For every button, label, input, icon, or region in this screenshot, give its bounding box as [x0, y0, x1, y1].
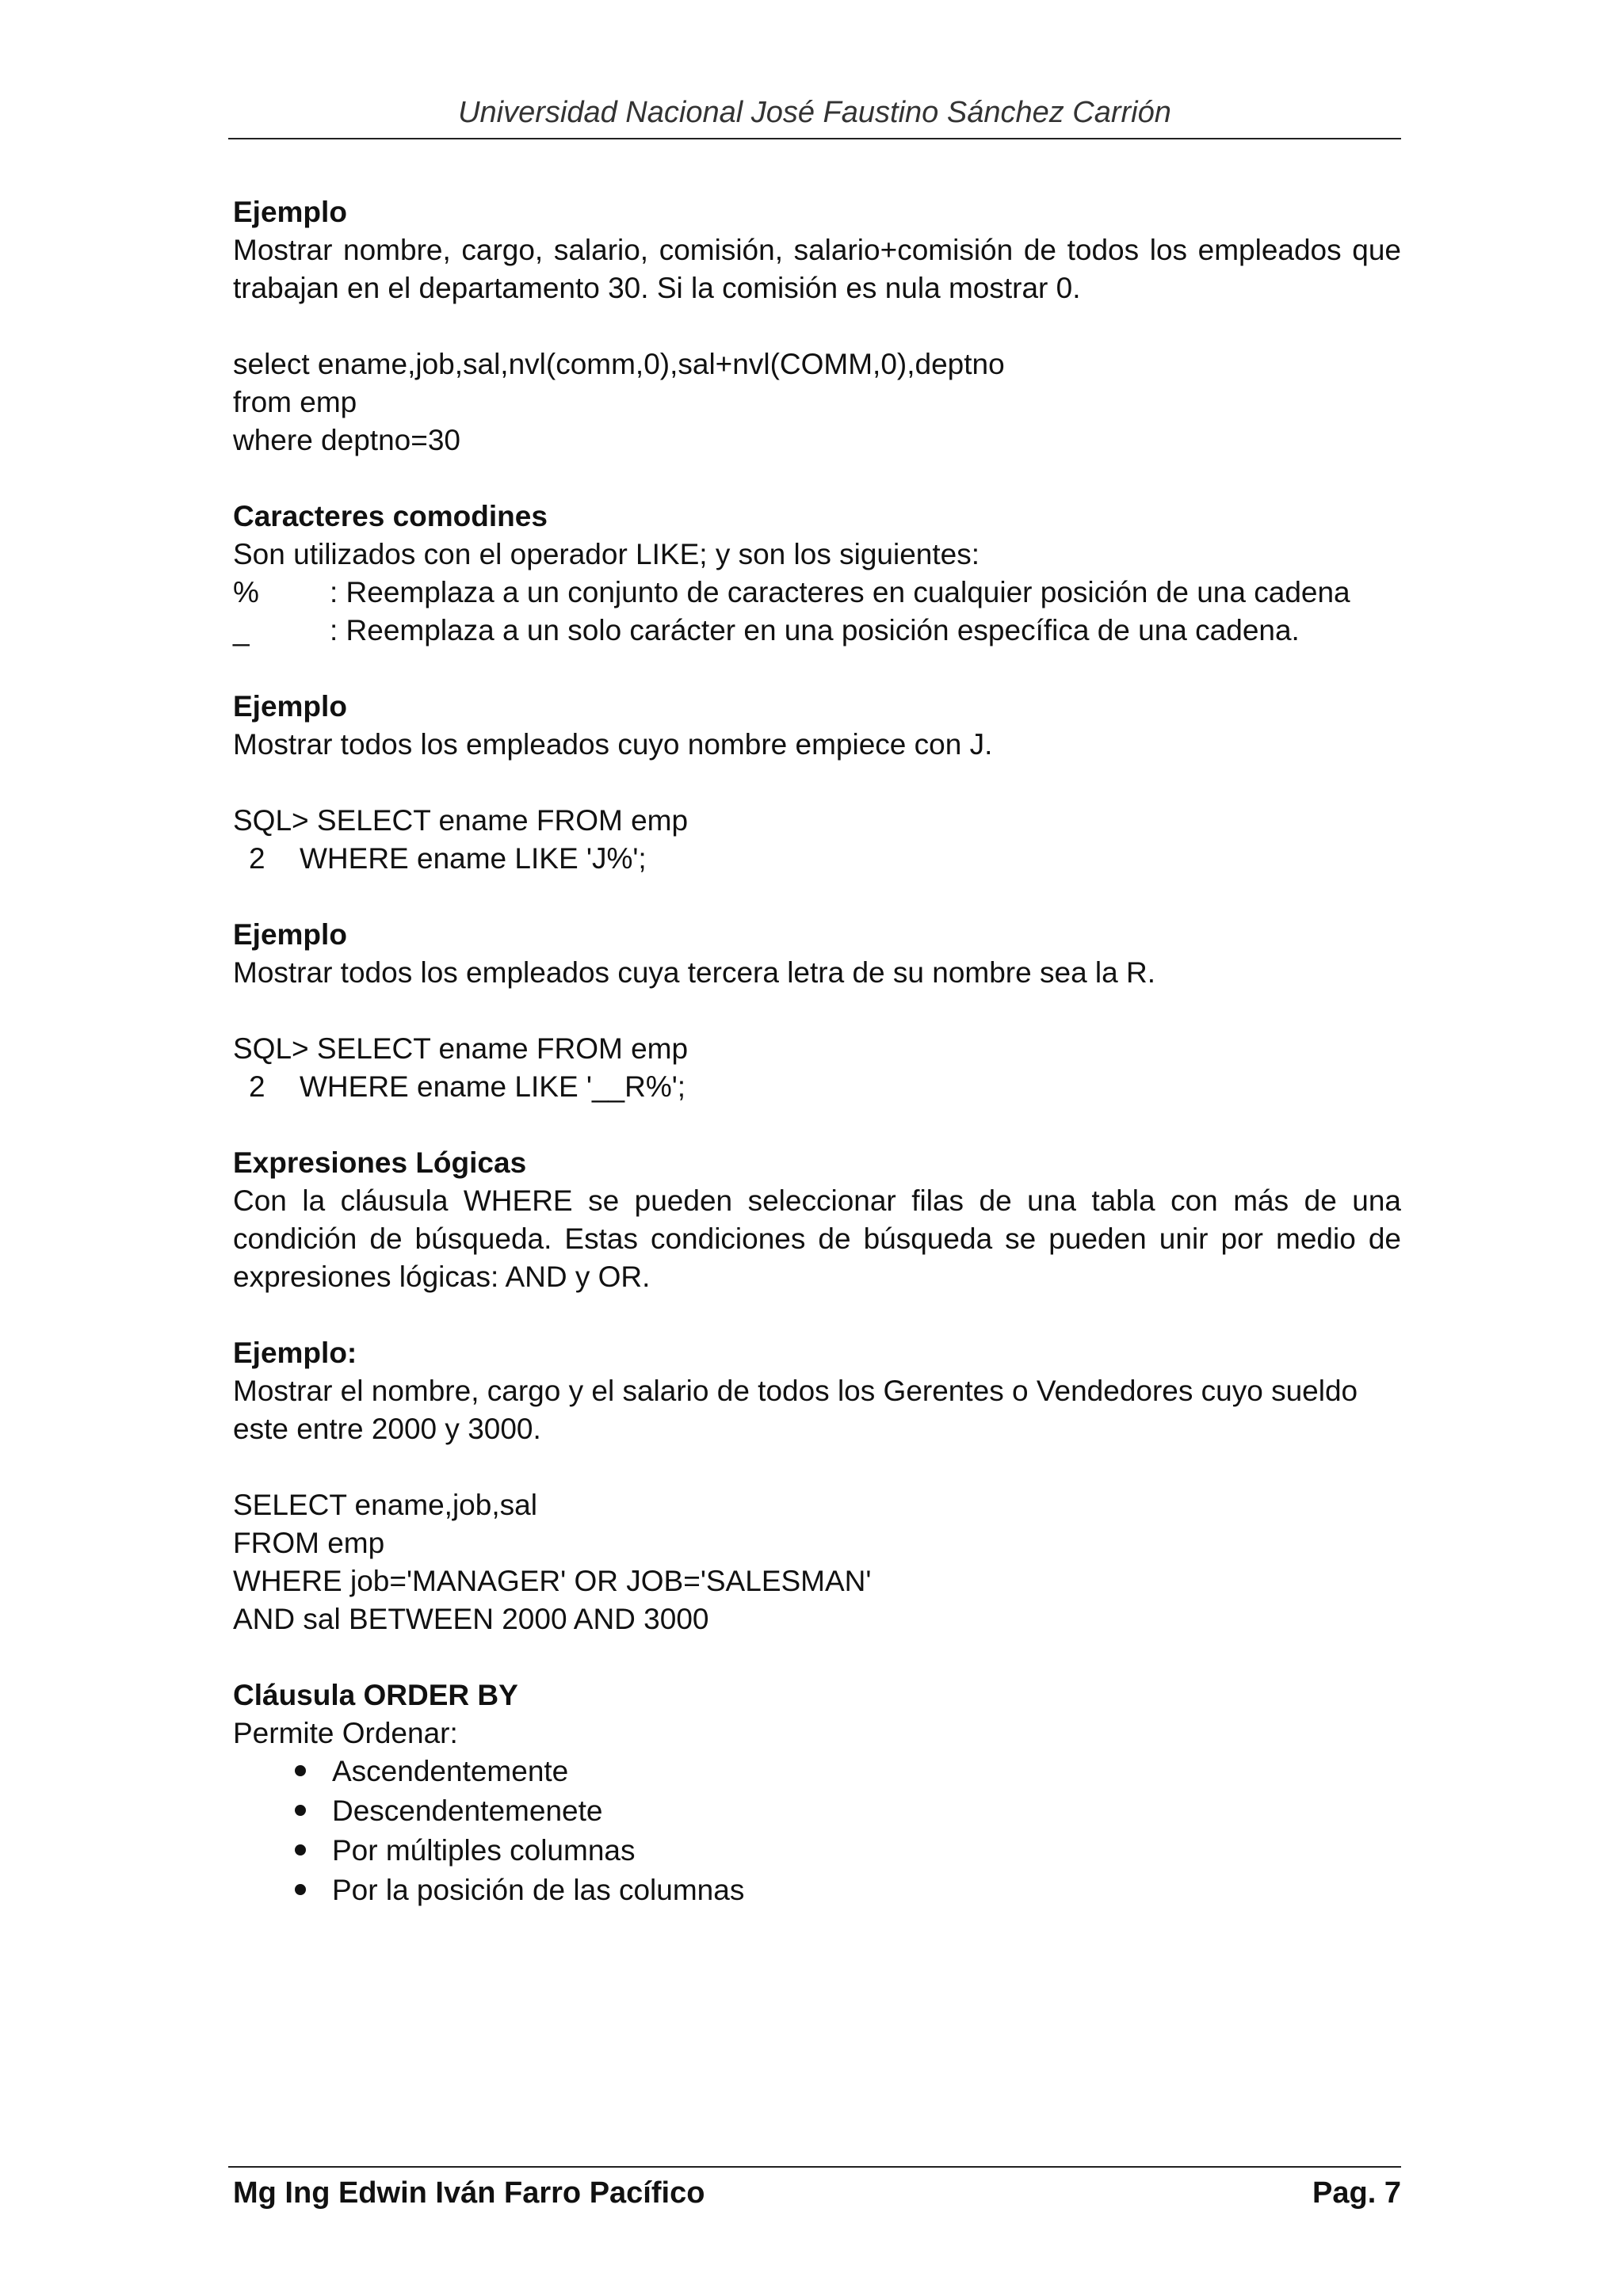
list-item-text: Por múltiples columnas: [332, 1834, 636, 1867]
footer-page-number: Pag. 7: [1312, 2176, 1401, 2210]
sql-line: SQL> SELECT ename FROM emp: [233, 804, 689, 837]
bullet-icon: [295, 1844, 306, 1855]
sql-line-text: WHERE ename LIKE 'J%';: [300, 842, 647, 875]
page-content: [233, 193, 1401, 1911]
wildcard-description: : Reemplaza a un solo carácter en una posición específica de una cadena.: [330, 614, 1300, 646]
list-item-text: Descendentemenete: [332, 1794, 603, 1827]
wildcard-symbol: %: [233, 576, 259, 608]
spacer: [233, 460, 1401, 498]
section-heading-ejemplo-4: Ejemplo:: [233, 1337, 357, 1369]
code-line: select ename,job,sal,nvl(comm,0),sal+nvl(COMM,0),deptno: [233, 348, 1005, 380]
section-heading-comodines: Caracteres comodines: [233, 500, 548, 532]
wildcard-description: : Reemplaza a un conjunto de caracteres en cualquier posición de una cadena: [330, 576, 1350, 608]
spacer: [233, 992, 1401, 1030]
footer-rule: [228, 2166, 1401, 2168]
sql-continuation-line: [233, 1068, 1401, 1106]
sql-line-number: 2: [249, 842, 265, 875]
list-item: [233, 1832, 1401, 1871]
section-text-comodines: Son utilizados con el operador LIKE; y son los siguientes:: [233, 538, 980, 570]
section-text-ejemplo-1: Mostrar nombre, cargo, salario, comisión, salario+comisión de todos los empleados que trabajan en el departamento 30. Si la comisión es nula mostrar 0.: [233, 234, 1401, 304]
list-item: [233, 1792, 1401, 1832]
spacer: [233, 764, 1401, 802]
spacer: [233, 1638, 1401, 1676]
bullet-icon: [295, 1805, 306, 1816]
section-heading-logicas: Expresiones Lógicas: [233, 1146, 527, 1179]
section-text-ejemplo-3: Mostrar todos los empleados cuya tercera letra de su nombre sea la R.: [233, 956, 1156, 989]
page-header-title: Universidad Nacional José Faustino Sánchez Carrión: [458, 96, 1171, 129]
spacer: [233, 1106, 1401, 1144]
section-text-orderby: Permite Ordenar:: [233, 1717, 458, 1749]
spacer: [233, 878, 1401, 916]
spacer: [233, 1296, 1401, 1334]
orderby-bullet-list: [233, 1753, 1401, 1911]
spacer: [233, 650, 1401, 688]
spacer: [233, 1448, 1401, 1486]
section-text-ejemplo-2: Mostrar todos los empleados cuyo nombre empiece con J.: [233, 728, 993, 761]
section-heading-ejemplo-2: Ejemplo: [233, 690, 347, 723]
sql-line-number: 2: [249, 1070, 265, 1103]
wildcard-item: [233, 612, 1401, 650]
sql-line: SQL> SELECT ename FROM emp: [233, 1032, 689, 1065]
code-line: from emp: [233, 386, 357, 418]
spacer: [233, 307, 1401, 345]
footer-author: Mg Ing Edwin Iván Farro Pacífico: [233, 2176, 705, 2210]
list-item-text: Ascendentemente: [332, 1755, 569, 1787]
section-heading-ejemplo-1: Ejemplo: [233, 196, 347, 228]
list-item: [233, 1753, 1401, 1792]
section-heading-ejemplo-3: Ejemplo: [233, 918, 347, 951]
section-text-ejemplo-4: Mostrar el nombre, cargo y el salario de todos los Gerentes o Vendedores cuyo sueldo este entre 2000 y 3000.: [233, 1375, 1358, 1445]
code-line: SELECT ename,job,sal: [233, 1489, 537, 1521]
wildcard-item: [233, 574, 1401, 612]
code-line: FROM emp: [233, 1527, 385, 1559]
section-heading-orderby: Cláusula ORDER BY: [233, 1679, 518, 1711]
sql-line-text: WHERE ename LIKE '__R%';: [300, 1070, 686, 1103]
list-item-text: Por la posición de las columnas: [332, 1874, 745, 1906]
code-line: WHERE job='MANAGER' OR JOB='SALESMAN': [233, 1565, 872, 1597]
code-line: AND sal BETWEEN 2000 AND 3000: [233, 1603, 709, 1635]
list-item: [233, 1871, 1401, 1911]
wildcard-symbol: _: [233, 614, 250, 646]
bullet-icon: [295, 1884, 306, 1895]
code-line: where deptno=30: [233, 424, 460, 456]
bullet-icon: [295, 1765, 306, 1776]
sql-continuation-line: [233, 840, 1401, 878]
header-rule: [228, 138, 1401, 139]
section-text-logicas: Con la cláusula WHERE se pueden seleccionar filas de una tabla con más de una condición de búsqueda. Estas condiciones de búsqueda se pueden unir por medio de expresiones lógicas: AND y OR.: [233, 1184, 1401, 1293]
